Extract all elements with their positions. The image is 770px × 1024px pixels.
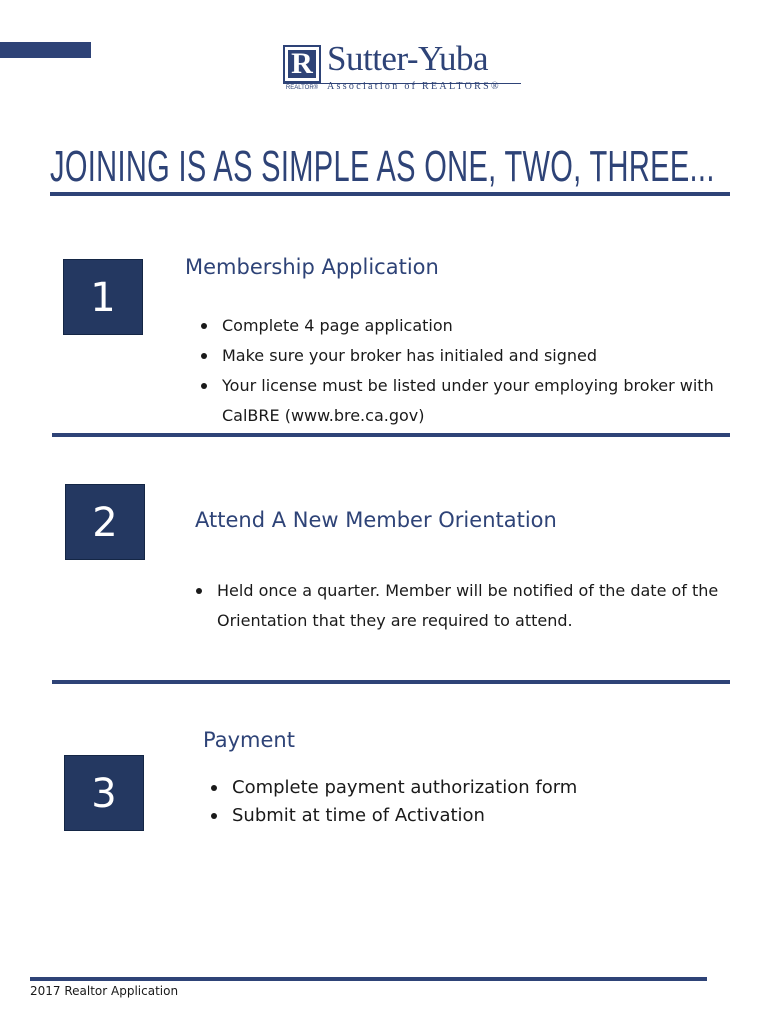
list-item: Held once a quarter. Member will be notified of the date of the Orientation that they are required to attend. [195, 576, 740, 636]
step-1-bullets [200, 311, 730, 431]
footer-label: 2017 Realtor Application [30, 984, 179, 998]
logo-name: Sutter-Yuba [327, 39, 488, 78]
list-item: Complete payment authorization form [210, 774, 730, 802]
section-divider-1 [52, 433, 730, 437]
step-2-title: Attend A New Member Orientation [195, 508, 557, 532]
step-1-number: 1 [90, 275, 116, 321]
headline-rule [50, 192, 730, 196]
step-2-box [65, 484, 145, 560]
realtor-r-icon: R [283, 45, 321, 83]
sutter-yuba-logo [283, 39, 521, 93]
step-1-title: Membership Application [185, 255, 439, 279]
list-item: Complete 4 page application [200, 311, 730, 341]
logo-tagline: Association of REALTORS® [327, 81, 501, 92]
step-3-title: Payment [203, 728, 295, 752]
step-3-number: 3 [91, 771, 117, 817]
list-item: Make sure your broker has initialed and signed [200, 341, 730, 371]
list-item: Your license must be listed under your employing broker with CalBRE (www.bre.ca.gov) [200, 371, 730, 431]
section-divider-2 [52, 680, 730, 684]
logo-realtor-tag: REALTOR® [285, 85, 319, 91]
step-2-bullets [195, 576, 740, 636]
step-3-box [64, 755, 144, 831]
list-item: Submit at time of Activation [210, 802, 730, 830]
footer-rule [30, 977, 707, 981]
step-1-box [63, 259, 143, 335]
step-2-number: 2 [92, 500, 118, 546]
step-3-bullets [210, 774, 730, 830]
page-headline: JOINING IS AS SIMPLE AS ONE, TWO, THREE... [50, 142, 715, 191]
corner-accent-bar [0, 42, 91, 58]
